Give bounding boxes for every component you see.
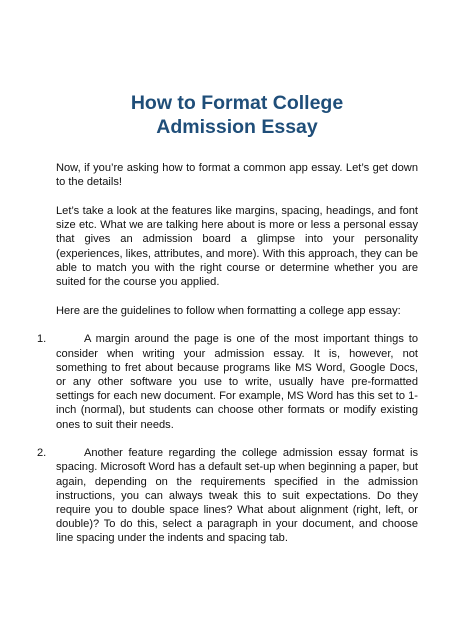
title-line-2: Admission Essay xyxy=(156,116,318,138)
guidelines-paragraph: Here are the guidelines to follow when formatting a college app essay: xyxy=(56,304,401,317)
list-item-text: Another feature regarding the college admission essay format is spacing. Microsoft Word has a default set-up when beginning a paper, but again, depending on the requirements specified in the admission instructions, you can always tweak this to suit expectations. Do they require you to double space lines? What about alignment (right, left, or double)? To do this, select a paragraph in your document, and choose line spacing under the indents and spacing tab. xyxy=(56,447,418,545)
list-item xyxy=(37,446,418,545)
title-line-1: How to Format College xyxy=(130,92,344,114)
list-item xyxy=(37,332,418,431)
list-item-text: A margin around the page is one of the most important things to consider when writing your admission essay. It is, however, not something to fret about because programs like MS Word, Google Docs, or any other software you use to write, usually have pre-formatted settings for each new document. For example, MS Word has this set to 1-inch (normal), but students can choose other formats or modify existing ones to suit their needs. xyxy=(56,333,418,431)
list-item-number: 1. xyxy=(37,333,47,346)
document-title xyxy=(56,91,418,139)
intro-paragraph: Now, if you’re asking how to format a common app essay. Let’s get down to the details! xyxy=(56,162,418,189)
guidelines-list xyxy=(37,332,418,545)
list-item-number: 2. xyxy=(37,447,47,460)
features-paragraph: Let’s take a look at the features like margins, spacing, headings, and font size etc. What we are talking here about is more or less a personal essay that gives an admission board a glimpse into your personality (experiences, likes, attributes, and more). With this approach, they can be able to match you with the right course or determine whether you are suited for the course you applied. xyxy=(56,204,418,288)
